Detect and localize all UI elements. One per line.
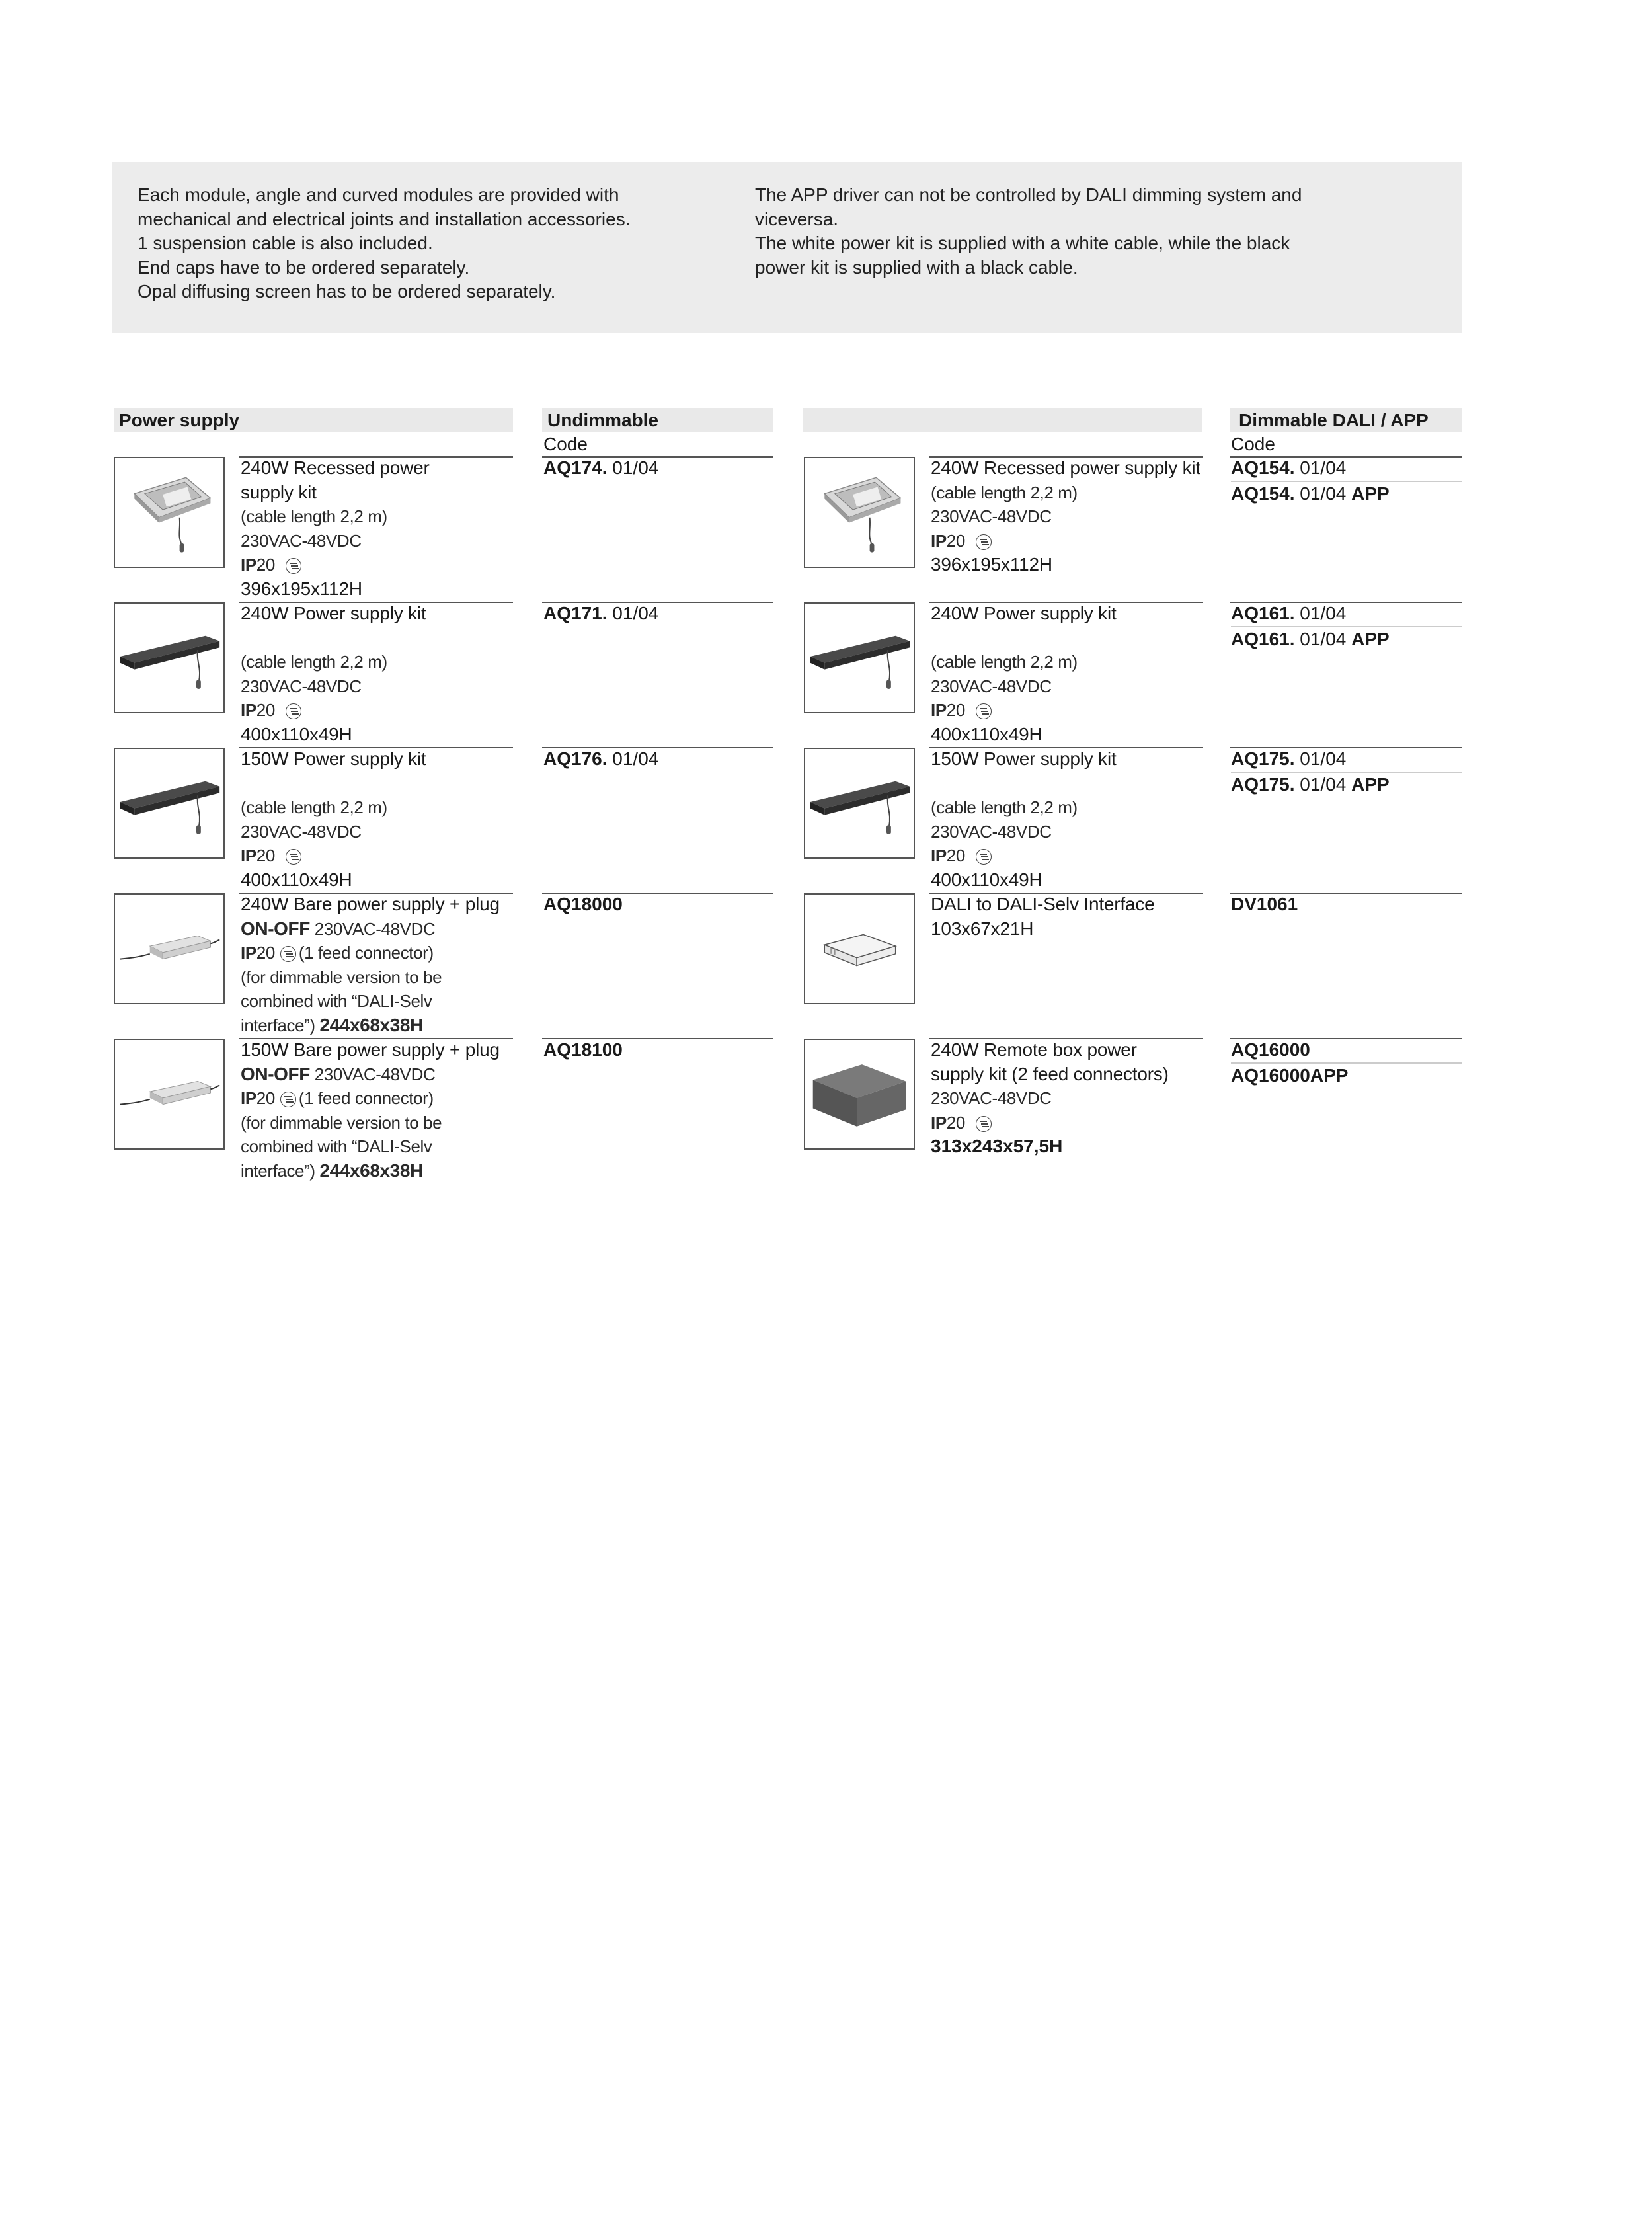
- earth-ground-icon: [280, 946, 296, 962]
- code-bold: AQ171.: [543, 603, 608, 623]
- cable-length: (cable length 2,2 m): [241, 797, 387, 817]
- power-supply-bar-icon: [804, 748, 915, 859]
- earth-ground-icon: [976, 1116, 992, 1132]
- earth-ground-icon: [976, 703, 992, 719]
- ip-rating: [931, 529, 1200, 553]
- note-line: The APP driver can not be controlled by DALI dimming system and: [755, 184, 1302, 205]
- product-title: 150W Power supply kit: [241, 748, 426, 769]
- note-line: End caps have to be ordered separately.: [138, 257, 470, 278]
- dimensions: 400x110x49H: [241, 869, 352, 890]
- dimensions: 400x110x49H: [931, 723, 1042, 744]
- undimmable-header: Undimmable: [542, 408, 773, 432]
- voltage: 230VAC-48VDC: [241, 676, 362, 696]
- switch-voltage: [241, 917, 500, 941]
- ip-value: 20: [946, 1112, 965, 1133]
- code-row: [1231, 456, 1462, 481]
- ip-value: 20: [946, 530, 965, 551]
- product-title: 240W Recessed power: [241, 458, 430, 478]
- voltage: 230VAC-48VDC: [241, 530, 362, 551]
- ip-value: 20: [256, 700, 275, 720]
- ip-rating: [241, 1086, 500, 1111]
- code-label-dimmable: Code: [1231, 434, 1275, 454]
- dimensions: 244x68x38H: [319, 1160, 423, 1181]
- switch-voltage: [241, 1062, 500, 1087]
- product-title: 240W Remote box power: [931, 1039, 1137, 1060]
- earth-ground-icon: [286, 849, 301, 865]
- ip-label: IP: [241, 555, 256, 575]
- product-description: [931, 456, 1200, 577]
- dimensions: 400x110x49H: [241, 723, 352, 744]
- product-description: [241, 747, 426, 892]
- note-line: interface”): [241, 1160, 315, 1181]
- spacer: [241, 626, 426, 651]
- code-row: [1231, 1064, 1462, 1088]
- ip-value: 20: [946, 700, 965, 720]
- code-bold: AQ18100: [543, 1039, 623, 1060]
- note-line: (for dimmable version to be: [241, 967, 442, 987]
- code-bold: AQ16000APP: [1231, 1064, 1349, 1086]
- spacer: [241, 772, 426, 796]
- ip-rating: [931, 844, 1117, 868]
- ip-rating: [241, 941, 500, 965]
- ip-label: IP: [241, 700, 256, 720]
- dali-interface-icon: [804, 893, 915, 1004]
- dimensions: 396x195x112H: [931, 554, 1052, 575]
- code-bold: AQ154.: [1231, 458, 1295, 478]
- note-line: interface”): [241, 1015, 315, 1035]
- code-suffix: 01/04: [1300, 458, 1347, 478]
- ip-value: 20: [256, 846, 275, 865]
- cable-length: (cable length 2,2 m): [241, 652, 387, 672]
- note-line: 1 suspension cable is also included.: [138, 233, 433, 253]
- ip-label: IP: [241, 846, 256, 865]
- product-code: [1231, 893, 1298, 917]
- product-title: 240W Power supply kit: [931, 603, 1117, 623]
- ip-value: 20: [256, 1088, 275, 1108]
- earth-ground-icon: [976, 849, 992, 865]
- dimmable-header: Dimmable DALI / APP: [1230, 408, 1462, 432]
- power-supply-bar-icon: [114, 748, 225, 859]
- earth-ground-icon: [286, 558, 301, 574]
- notes-left: [138, 183, 732, 304]
- cable-length: (cable length 2,2 m): [931, 797, 1078, 817]
- earth-ground-icon: [976, 534, 992, 550]
- feed-connector: (1 feed connector): [298, 943, 434, 963]
- dimensions-row: [931, 1135, 1169, 1159]
- product-description: [931, 1038, 1169, 1159]
- voltage: 230VAC-48VDC: [931, 506, 1052, 526]
- spacer: [931, 772, 1117, 796]
- earth-ground-icon: [286, 703, 301, 719]
- recessed-power-supply-icon: [804, 457, 915, 568]
- ip-label: IP: [931, 530, 947, 551]
- product-codes: [1231, 747, 1462, 797]
- product-title: 240W Recessed power supply kit: [931, 458, 1200, 478]
- note-line: (for dimmable version to be: [241, 1112, 442, 1133]
- product-description: [931, 893, 1155, 941]
- code-bold: AQ161.: [1231, 628, 1295, 649]
- ip-label: IP: [931, 700, 947, 720]
- product-code: [543, 456, 658, 481]
- code-bold: AQ175.: [1231, 774, 1295, 795]
- ip-value: 20: [256, 943, 275, 963]
- note-line: Each module, angle and curved modules are provided with: [138, 184, 619, 205]
- code-suffix: 01/04: [1300, 748, 1347, 769]
- feed-connector: (1 feed connector): [298, 1088, 434, 1108]
- product-title: 240W Bare power supply + plug: [241, 894, 500, 914]
- product-title: 240W Power supply kit: [241, 603, 426, 623]
- power-supply-bar-icon: [804, 602, 915, 713]
- cable-length: (cable length 2,2 m): [931, 652, 1078, 672]
- code-bold: AQ154.: [1231, 483, 1295, 504]
- recessed-power-supply-icon: [114, 457, 225, 568]
- product-title: 150W Power supply kit: [931, 748, 1117, 769]
- dimensions: 313x243x57,5H: [931, 1136, 1063, 1156]
- ip-label: IP: [241, 1088, 256, 1108]
- product-code: [543, 602, 658, 626]
- code-label-undimmable: Code: [543, 434, 588, 454]
- app-label: APP: [1351, 628, 1390, 649]
- ip-rating: [931, 698, 1117, 723]
- product-code: [543, 1038, 623, 1062]
- voltage: 230VAC-48VDC: [241, 821, 362, 842]
- product-codes: [1231, 456, 1462, 506]
- code-suffix: 01/04: [612, 603, 659, 623]
- ip-label: IP: [931, 846, 947, 865]
- app-label: APP: [1351, 774, 1390, 795]
- product-code: [543, 747, 658, 772]
- voltage: 230VAC-48VDC: [931, 676, 1052, 696]
- code-row: [1231, 773, 1462, 797]
- code-bold: AQ161.: [1231, 603, 1295, 623]
- bare-power-supply-icon: [114, 1039, 225, 1150]
- earth-ground-icon: [280, 1092, 296, 1107]
- voltage: 230VAC-48VDC: [931, 1088, 1052, 1108]
- code-row: [1231, 1038, 1462, 1062]
- ip-value: 20: [946, 846, 965, 865]
- note-line: power kit is supplied with a black cable.: [755, 257, 1078, 278]
- code-row: [1231, 747, 1462, 772]
- on-off-label: ON-OFF: [241, 918, 310, 939]
- right-blank-header: [803, 408, 1202, 432]
- code-row: [1231, 602, 1462, 626]
- bare-power-supply-icon: [114, 893, 225, 1004]
- code-suffix: 01/04: [612, 458, 659, 478]
- power-supply-bar-icon: [114, 602, 225, 713]
- product-description: [931, 602, 1117, 746]
- code-suffix: 01/04: [612, 748, 659, 769]
- note-line: combined with “DALI-Selv: [241, 1136, 432, 1156]
- code-row: [1231, 627, 1462, 652]
- code-bold: AQ16000: [1231, 1039, 1310, 1060]
- voltage: 230VAC-48VDC: [314, 1064, 436, 1084]
- dimensions: 396x195x112H: [241, 578, 362, 599]
- code-bold: DV1061: [1231, 894, 1298, 914]
- code-suffix: 01/04: [1300, 774, 1347, 795]
- code-bold: AQ18000: [543, 894, 623, 914]
- note-line: viceversa.: [755, 208, 839, 229]
- remote-box-icon: [804, 1039, 915, 1150]
- code-row: [1231, 482, 1462, 506]
- voltage: 230VAC-48VDC: [931, 821, 1052, 842]
- product-title-cont: supply kit: [241, 481, 317, 502]
- ip-label: IP: [931, 1112, 947, 1133]
- cable-length: (cable length 2,2 m): [931, 482, 1078, 502]
- app-label: APP: [1351, 483, 1390, 504]
- product-title-cont: supply kit (2 feed connectors): [931, 1063, 1169, 1084]
- ip-rating: [241, 553, 430, 577]
- product-codes: [1231, 602, 1462, 651]
- ip-value: 20: [256, 555, 275, 575]
- code-suffix: 01/04: [1300, 483, 1347, 504]
- product-description: [931, 747, 1117, 892]
- note-line: combined with “DALI-Selv: [241, 991, 432, 1011]
- voltage: 230VAC-48VDC: [314, 918, 436, 939]
- cable-length: (cable length 2,2 m): [241, 506, 387, 526]
- note-line: Opal diffusing screen has to be ordered separately.: [138, 281, 556, 301]
- product-title: DALI to DALI-Selv Interface: [931, 894, 1155, 914]
- product-codes: [1231, 1038, 1462, 1088]
- code-bold: AQ175.: [1231, 748, 1295, 769]
- dimensions: 400x110x49H: [931, 869, 1042, 890]
- note-line-dims: [241, 1014, 500, 1038]
- product-code: [543, 893, 623, 917]
- dimensions: 103x67x21H: [931, 918, 1034, 939]
- product-description: [241, 1038, 500, 1183]
- code-suffix: 01/04: [1300, 603, 1347, 623]
- on-off-label: ON-OFF: [241, 1063, 310, 1084]
- ip-label: IP: [241, 943, 256, 963]
- note-line: The white power kit is supplied with a white cable, while the black: [755, 233, 1290, 253]
- product-description: [241, 602, 426, 746]
- code-bold: AQ176.: [543, 748, 608, 769]
- code-suffix: 01/04: [1300, 628, 1347, 649]
- note-line-dims: [241, 1159, 500, 1183]
- notes-box: [112, 162, 1462, 333]
- power-supply-header: Power supply: [114, 408, 513, 432]
- product-description: [241, 456, 430, 601]
- ip-rating: [931, 1111, 1169, 1135]
- note-line: mechanical and electrical joints and installation accessories.: [138, 208, 631, 229]
- product-description: [241, 893, 500, 1037]
- spacer: [931, 626, 1117, 651]
- dimensions: 244x68x38H: [319, 1014, 423, 1035]
- product-title: 150W Bare power supply + plug: [241, 1039, 500, 1060]
- code-bold: AQ174.: [543, 458, 608, 478]
- ip-rating: [241, 698, 426, 723]
- notes-right: [755, 183, 1390, 280]
- ip-rating: [241, 844, 426, 868]
